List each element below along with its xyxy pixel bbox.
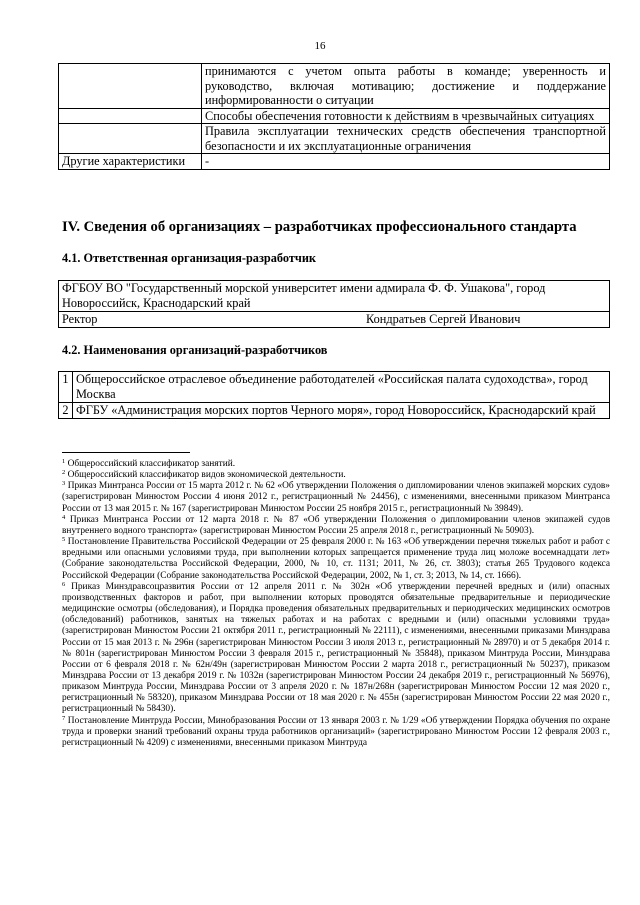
footnote: $^4$ Приказ Минтранса России от 12 марта 2018 г. № 87 «Об утверждении Положения о дипломировании членов экипажей судов внутреннего водного транспорта» (зарегистрирован Минюстом России 25 апреля 2018 г., регистрационный № 50903).: [62, 513, 611, 536]
table-row: [59, 281, 610, 312]
subsection-title-responsible: 4.1. Ответственная организация-разработчик: [62, 251, 316, 265]
org-name: ФГБУ «Администрация морских портов Черного моря», город Новороссийск, Краснодарский край: [73, 403, 610, 419]
organization-name: ФГБОУ ВО "Государственный морской университет имени адмирала Ф. Ф. Ушакова", город Новороссийск, Краснодарский край: [59, 281, 610, 312]
row-text: Правила эксплуатации технических средств обеспечения транспортной безопасности и их эксплуатационные ограничения: [202, 124, 610, 154]
footnotes: [62, 459, 610, 749]
row-label: [59, 124, 202, 154]
footnote: $^2$ Общероссийский классификатор видов экономической деятельности.: [62, 469, 346, 481]
row-text: Способы обеспечения готовности к действиям в чрезвычайных ситуациях: [202, 108, 610, 124]
org-number: 2: [59, 403, 73, 419]
page-number: 16: [314, 40, 326, 52]
table-row: [59, 312, 610, 328]
table-row: [59, 154, 610, 170]
characteristics-table: [58, 63, 610, 170]
responsible-org-table: [58, 280, 610, 328]
row-label: Другие характеристики: [59, 154, 202, 170]
org-name: Общероссийское отраслевое объединение работодателей «Российская палата судоходства», город Москва: [73, 372, 610, 403]
section-title: IV. Сведения об организациях – разработчиках профессионального стандарта: [62, 219, 577, 235]
subsection-title-developers: 4.2. Наименования организаций-разработчиков: [62, 343, 328, 357]
footnote: $^1$ Общероссийский классификатор занятий.: [62, 458, 236, 469]
table-row: [59, 64, 610, 109]
footnote: $^5$ Постановление Правительства Российской Федерации от 25 февраля 2000 г. № 163 «Об утверждении перечня тяжелых работ и работ с вредными или опасными условиями труда, при выполнении которых запрещается применение труда лиц моложе восемнадцати лет» (Собрание законодательства Российской Федерации, 2000, № 10, ст. 1131; 2011, № 26, ст. 3803); статья 265 Трудового кодекса Российской Федерации (Собрание законодательства Российской Федерации, 2002, № 1, ст. 3; 2013, № 14, ст. 1666).: [62, 536, 611, 581]
footnote: $^6$ Приказ Минздравсоцразвития России от 12 апреля 2011 г. № 302н «Об утверждении перечней вредных и (или) опасных производственных факторов и работ, при выполнении которых проводятся обязательные предварительные и периодические медицинские осмотры (обследования), и Порядка проведения обязательных предварительных и периодических медицинских осмотров (обследований) работников, занятых на тяжелых работах и на работах с вредными и (или) опасными условиями труда» (зарегистрирован Минюстом России 21 октября 2011 г., регистрационный № 22111), с изменениями, внесенными приказами Минздрава России от 15 мая 2013 г. № 296н (зарегистрирован Минюстом России 3 июля 2013 г., регистрационный № 28970) и от 5 декабря 2014 г. № 801н (зарегистрирован Минюстом России 3 февраля 2015 г., регистрационный № 35848), приказом Минтруда России, Минздрава России от 6 февраля 2018 г. № 62н/49н (зарегистрирован Минюстом России 2 марта 2018 г., регистрационный № 50237), приказом Минздрава России от 13 декабря 2019 г. № 1032н (зарегистрирован Минюстом России 24 декабря 2019 г., регистрационный № 56976), приказом Минтруда России, Минздрава России от 3 апреля 2020 г. № 187н/268н (зарегистрирован Минюстом России 12 мая 2020 г., регистрационный № 58320), приказом Минздрава России от 18 мая 2020 г. № 455н (зарегистрирован Минюстом России 22 мая 2020 г., регистрационный № 58430).: [62, 580, 611, 715]
row-text: -: [202, 154, 610, 170]
position: Ректор: [62, 312, 98, 326]
person-name: Кондратьев Сергей Иванович: [366, 312, 521, 326]
footnote: $^7$ Постановление Минтруда России, Минобразования России от 13 января 2003 г. № 1/29 «Об утверждении Порядка обучения по охране труда и проверки знаний требований охраны труда работников организаций» (зарегистрировано Минюстом России 12 февраля 2003 г., регистрационный № 4209) с изменениями, внесенными приказом Минтруда: [62, 714, 610, 748]
footnote-divider: [62, 452, 190, 453]
table-row: [59, 108, 610, 124]
org-number: 1: [59, 372, 73, 403]
row-label: [59, 64, 202, 109]
footnote: $^3$ Приказ Минтранса России от 15 марта 2012 г. № 62 «Об утверждении Положения о дипломировании членов экипажей морских судов» (зарегистрирован Минюстом России 4 июня 2012 г., регистрационный № 24456), с изменениями, внесенными приказом Минтранса России от 13 мая 2015 г. № 167 (зарегистрирован Минюстом России 25 ноября 2015 г., регистрационный № 39849).: [62, 480, 610, 514]
row-label: [59, 108, 202, 124]
table-row: [59, 372, 610, 403]
table-row: [59, 124, 610, 154]
row-text: принимаются с учетом опыта работы в команде; уверенность и руководство, включая мотивацию; достижение и поддержание информированности о ситуации: [202, 64, 610, 109]
developer-orgs-table: [58, 371, 610, 419]
table-row: [59, 403, 610, 419]
